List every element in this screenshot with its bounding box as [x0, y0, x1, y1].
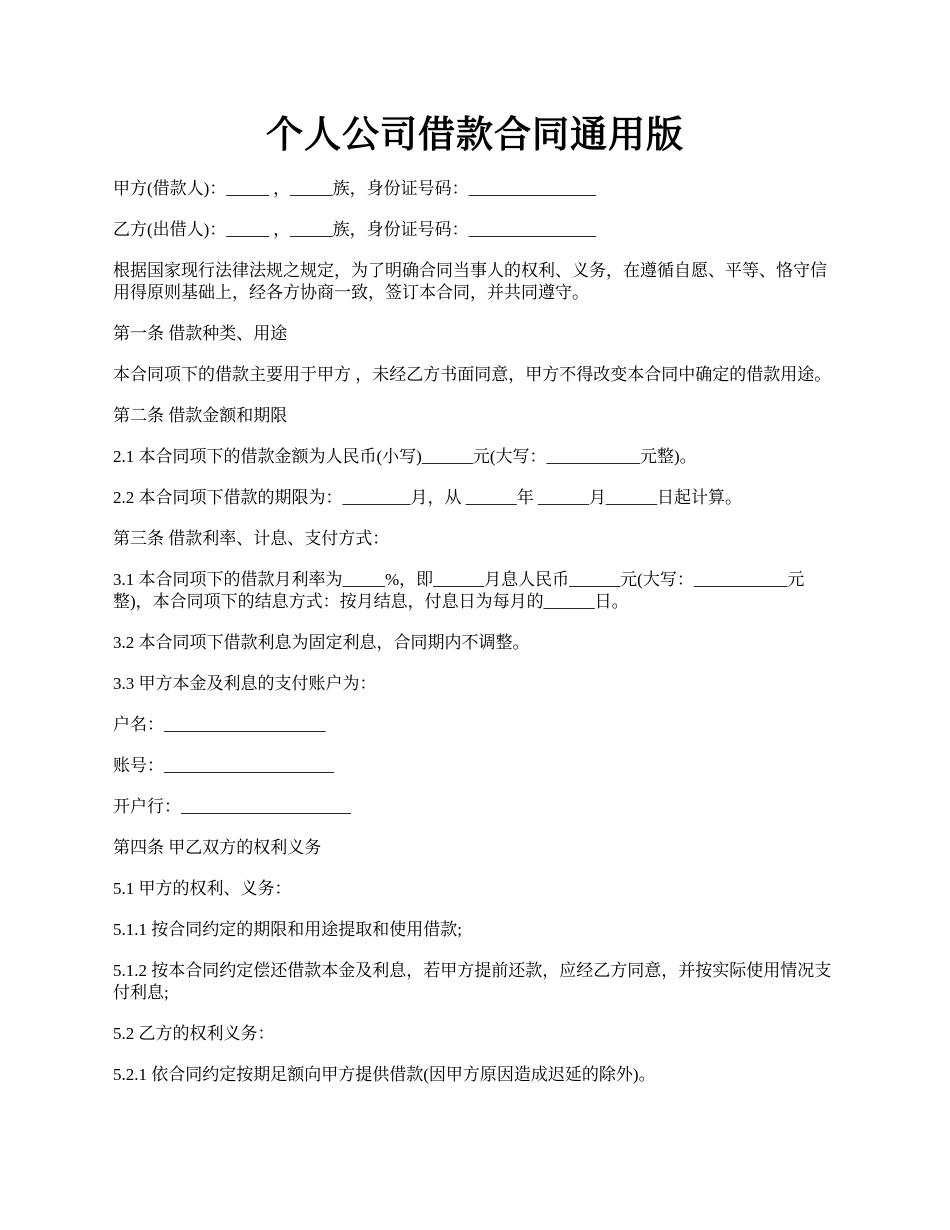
clause-5-2-1: 5.2.1 依合同约定按期足额向甲方提供借款(因甲方原因造成迟延的除外)。: [113, 1065, 656, 1084]
document-title: 个人公司借款合同通用版: [266, 115, 684, 156]
account-name-line: 户名：___________________: [113, 715, 326, 734]
clause-3-2: 3.2 本合同项下借款利息为固定利息，合同期内不调整。: [113, 633, 530, 652]
document-body: [113, 178, 835, 1105]
article-4-heading: 第四条 甲乙双方的权利义务: [113, 838, 322, 857]
clause-5-2: 5.2 乙方的权利义务：: [113, 1024, 275, 1043]
clause-5-1-1: 5.1.1 按合同约定的期限和用途提取和使用借款;: [113, 920, 462, 939]
party-a-line: 甲方(借款人)：_____ ，_____族，身份证号码：_______________: [113, 179, 597, 198]
bank-line: 开户行：____________________: [113, 797, 351, 816]
clause-2-1: 2.1 本合同项下的借款金额为人民币(小写)______元(大写：___________元整)。: [113, 447, 697, 466]
preamble: 根据国家现行法律法规之规定，为了明确合同当事人的权利、义务，在遵循自愿、平等、恪守信用得原则基础上，经各方协商一致，签订本合同，并共同遵守。: [113, 261, 827, 302]
clause-2-2: 2.2 本合同项下借款的期限为：________月，从 ______年 ______月______日起计算。: [113, 488, 742, 507]
clause-5-1-2: 5.1.2 按本合同约定偿还借款本金及利息，若甲方提前还款，应经乙方同意，并按实际使用情况支付利息;: [113, 961, 832, 1002]
article-1-heading: 第一条 借款种类、用途: [113, 324, 288, 343]
clause-3-1: 3.1 本合同项下的借款月利率为_____%，即______月息人民币______元(大写：___________元整)，本合同项下的结息方式：按月结息，付息日为每月的______日。: [113, 570, 805, 611]
article-1-text: 本合同项下的借款主要用于甲方 ，未经乙方书面同意，甲方不得改变本合同中确定的借款用途。: [113, 365, 832, 384]
article-2-heading: 第二条 借款金额和期限: [113, 406, 288, 425]
account-number-line: 账号：____________________: [113, 756, 334, 775]
article-3-heading: 第三条 借款利率、计息、支付方式：: [113, 529, 390, 548]
clause-3-3: 3.3 甲方本金及利息的支付账户为：: [113, 674, 377, 693]
clause-5-1: 5.1 甲方的权利、义务：: [113, 879, 292, 898]
party-b-line: 乙方(出借人)：_____ ，_____族，身份证号码：_______________: [113, 220, 597, 239]
